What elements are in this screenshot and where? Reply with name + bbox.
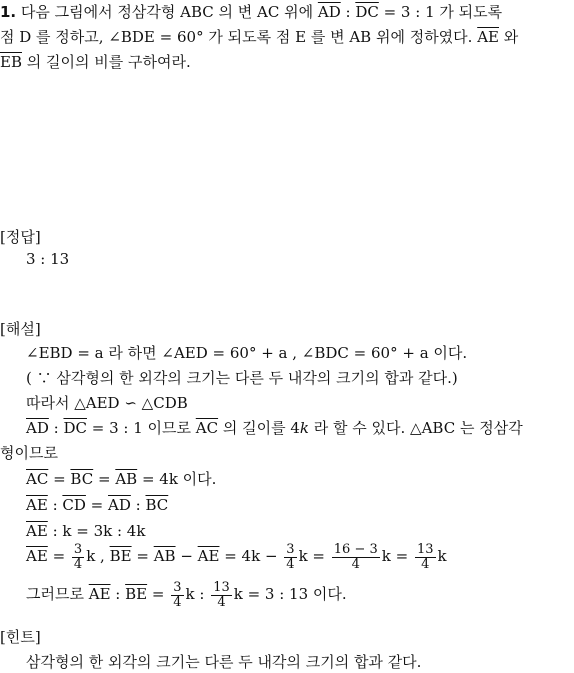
fraction [284,543,296,572]
solution-line: 따라서 △AED ∽ △CDB [26,394,188,412]
segment-dc: $\overline{DC}$ [63,419,87,437]
solution-text: k : [185,585,210,603]
problem-text: 의 길이의 비를 구하여라. [21,53,191,71]
solution-text: k [437,547,447,565]
solution-line [26,538,447,574]
segment-ab: $\overline{AB}$ [153,547,176,565]
solution-text: = 3 : 1 이므로 [86,419,196,437]
equals: = [131,547,154,565]
solution-line [26,418,523,438]
denominator: 4 [173,594,182,610]
denominator: 4 [421,556,430,572]
answer-value: 3 : 13 [26,250,70,268]
denominator: 4 [351,556,360,572]
solution-text: k = [381,547,413,565]
segment-be: $\overline{BE}$ [125,585,148,603]
segment-ae: $\overline{AE}$ [26,496,48,514]
solution-line: ( ∵ 삼각형의 한 외각의 크기는 다른 두 내각의 크기의 합과 같다.) [26,369,458,387]
solution-text: = 4k − [219,547,283,565]
solution-text: 그러므로 [26,585,89,603]
segment-ae: $\overline{AE}$ [197,547,220,565]
hint-label: [힌트] [0,628,41,646]
solution-label: [해설] [0,320,41,338]
problem-text: 점 D 를 정하고, ∠BDE = 60° 가 되도록 점 E 를 변 AB 위에 정하였다. [0,28,478,46]
solution-text: = 4k 이다. [137,470,217,488]
ratio-colon: : [340,3,356,21]
segment-be: $\overline{BE}$ [109,547,132,565]
problem-line-2 [0,27,518,47]
equals: = [147,585,170,603]
solution-line [26,576,347,612]
segment-ab: $\overline{AB}$ [115,470,138,488]
equals: = [85,496,109,514]
answer-label: [정답] [0,228,41,246]
solution-text: : k = 3k : 4k [47,522,146,540]
segment-dc: $\overline{DC}$ [355,3,379,21]
numerator: 3 [286,541,295,557]
numerator: 13 [416,541,434,557]
segment-ad: $\overline{AD}$ [26,419,49,437]
segment-bc: $\overline{BC}$ [145,496,169,514]
segment-eb: $\overline{EB}$ [0,53,22,71]
solution-text: 라 할 수 있다. △ABC 는 정삼각 [308,419,523,437]
fraction [415,543,436,572]
denominator: 4 [286,556,295,572]
ratio-colon: : [110,585,126,603]
variable-k: k [299,419,309,437]
problem-text: 다음 그림에서 정삼각형 ABC 의 변 AC 위에 [20,3,318,21]
equals: = [93,470,116,488]
numerator: 13 [213,579,230,595]
fraction [72,543,84,572]
ratio-colon: : [130,496,146,514]
solution-text: k = 3 : 13 이다. [233,585,347,603]
minus: − [175,547,198,565]
numerator: 3 [173,579,182,595]
numerator: 3 [73,541,83,557]
solution-text: k = [298,547,330,565]
denominator: 4 [217,594,226,610]
solution-line: ∠EBD = a 라 하면 ∠AED = 60° + a , ∠BDC = 60° + a 이다. [26,344,468,362]
solution-text: k , [86,547,110,565]
problem-text: = 3 : 1 가 되도록 [378,3,503,21]
segment-ac: $\overline{AC}$ [195,419,219,437]
equals: = [47,547,70,565]
ratio-colon: : [47,496,63,514]
segment-bc: $\overline{BC}$ [70,470,94,488]
solution-line [26,495,168,515]
problem-text: 와 [499,28,519,46]
problem-line-1 [0,2,502,22]
numerator: 16 − 3 [333,541,378,557]
equals: = [48,470,71,488]
segment-ad: $\overline{AD}$ [108,496,131,514]
problem-number: 1. [0,3,17,21]
problem-line-3 [0,52,191,72]
ratio-colon: : [48,419,64,437]
segment-ac: $\overline{AC}$ [26,470,49,488]
segment-ae: $\overline{AE}$ [26,547,48,565]
segment-cd: $\overline{CD}$ [62,496,86,514]
hint-text: 삼각형의 한 외각의 크기는 다른 두 내각의 크기의 합과 같다. [26,653,422,671]
solution-line: 형이므로 [0,444,58,462]
fraction [211,581,232,610]
segment-ae: $\overline{AE}$ [26,522,48,540]
segment-ae: $\overline{AE}$ [477,28,499,46]
segment-ad: $\overline{AD}$ [317,3,341,21]
fraction [171,581,183,610]
denominator: 4 [73,556,83,572]
fraction [332,543,380,572]
segment-ae: $\overline{AE}$ [88,585,111,603]
solution-text: 의 길이를 4 [218,419,300,437]
solution-line [26,469,216,489]
